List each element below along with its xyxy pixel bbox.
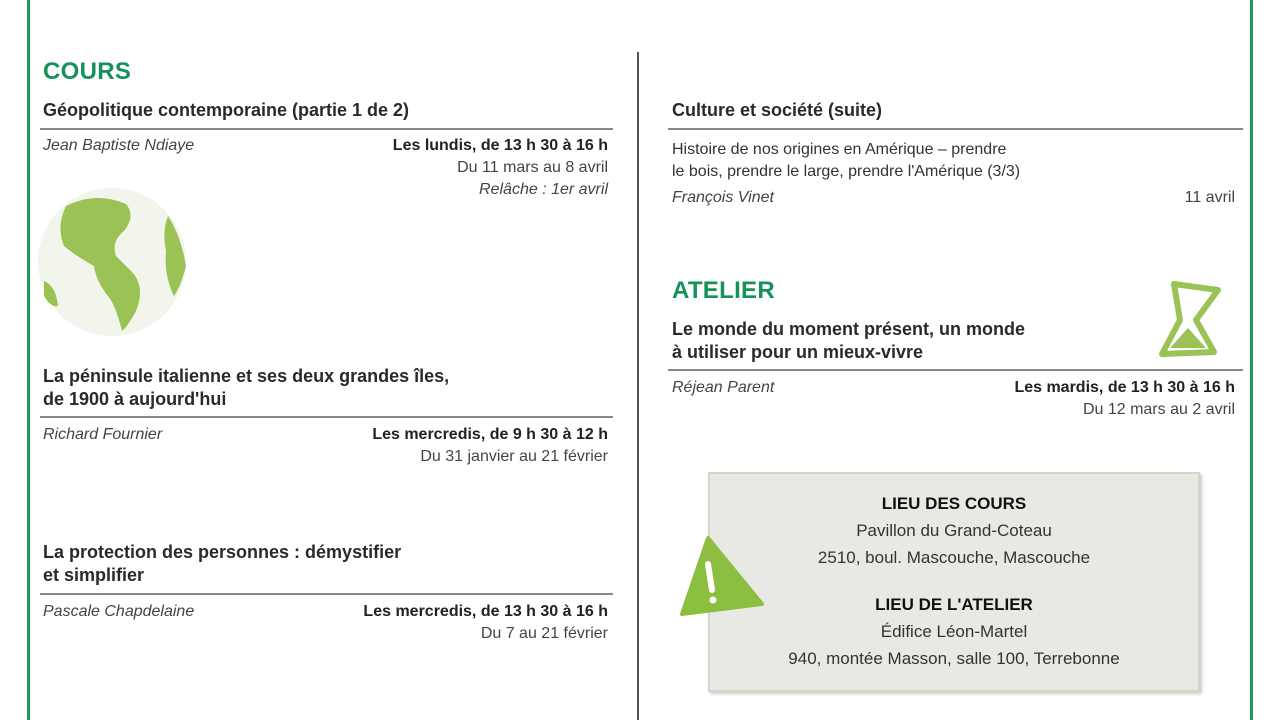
divider <box>668 369 1243 371</box>
course-instructor: Jean Baptiste Ndiaye <box>43 137 195 154</box>
course-date: 11 avril <box>1184 189 1235 206</box>
workshop-instructor: Réjean Parent <box>672 379 775 396</box>
course-title-line: et simplifier <box>43 565 145 585</box>
workshop-location-address: 940, montée Masson, salle 100, Terrebonne <box>788 649 1120 668</box>
workshop-schedule-days: Les mardis, de 13 h 30 à 16 h <box>1014 379 1235 396</box>
course-dates: Du 31 janvier au 21 février <box>420 448 608 465</box>
divider <box>40 128 613 130</box>
course-instructor: Pascale Chapdelaine <box>43 603 195 620</box>
page-border-right <box>1250 0 1253 720</box>
series-title: Culture et société (suite) <box>672 100 883 120</box>
course-schedule-days: Les lundis, de 13 h 30 à 16 h <box>392 137 608 154</box>
workshop-title-line: à utiliser pour un mieux-vivre <box>672 342 924 362</box>
workshop-location-place: Édifice Léon-Martel <box>880 622 1028 641</box>
workshop-title <box>672 318 1025 364</box>
divider <box>668 128 1243 130</box>
course-title <box>43 541 401 587</box>
course-title-line: La protection des personnes : démystifier <box>43 542 402 562</box>
course-instructor: François Vinet <box>672 189 774 206</box>
course-schedule <box>393 135 608 201</box>
workshop-location-heading: LIEU DE L'ATELIER <box>875 595 1033 614</box>
hourglass-icon <box>1156 280 1222 358</box>
workshop-title-line: Le monde du moment présent, un monde <box>672 319 1026 339</box>
course-title-line: le bois, prendre le large, prendre l'Amérique (3/3) <box>672 163 1021 180</box>
course-title <box>672 139 1020 183</box>
course-instructor: Richard Fournier <box>43 426 163 443</box>
courses-location-heading: LIEU DES COURS <box>881 494 1027 513</box>
divider <box>40 416 613 418</box>
course-title-line: de 1900 à aujourd'hui <box>43 389 227 409</box>
section-heading-cours: COURS <box>43 58 132 85</box>
globe-icon <box>36 186 194 338</box>
course-dates: Du 7 au 21 février <box>480 625 608 642</box>
course-title: Géopolitique contemporaine (partie 1 de 2) <box>43 100 410 120</box>
courses-location-place: Pavillon du Grand-Coteau <box>856 521 1052 540</box>
course-schedule-days: Les mercredis, de 13 h 30 à 16 h <box>363 603 608 620</box>
warning-icon <box>678 534 766 618</box>
course-schedule-days: Les mercredis, de 9 h 30 à 12 h <box>372 426 608 443</box>
courses-location-address: 2510, boul. Mascouche, Mascouche <box>817 548 1091 567</box>
course-note: Relâche : 1er avril <box>479 181 608 198</box>
course-title-line: Histoire de nos origines en Amérique – prendre <box>672 141 1007 158</box>
page-border-left <box>27 0 30 720</box>
course-schedule <box>372 424 608 468</box>
course-title-line: La péninsule italienne et ses deux grandes îles, <box>43 366 450 386</box>
divider <box>40 593 613 595</box>
workshop-schedule <box>1014 377 1235 421</box>
workshop-dates: Du 12 mars au 2 avril <box>1082 401 1235 418</box>
course-title <box>43 365 449 411</box>
course-schedule <box>363 601 608 645</box>
course-dates: Du 11 mars au 8 avril <box>457 159 608 176</box>
section-heading-atelier: ATELIER <box>672 277 775 304</box>
location-box <box>708 472 1200 692</box>
column-divider <box>637 52 639 720</box>
